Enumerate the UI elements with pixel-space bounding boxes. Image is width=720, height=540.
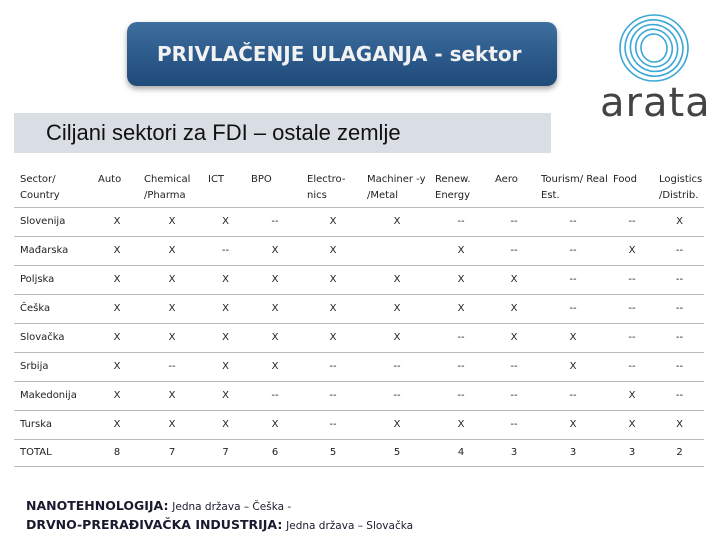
table-cell: X	[363, 294, 431, 323]
footer-line-1	[26, 497, 413, 516]
table-cell: X	[247, 410, 303, 439]
table-cell: --	[363, 381, 431, 410]
table-cell: --	[609, 294, 655, 323]
table-header-cell: Machiner -y /Metal	[363, 160, 431, 207]
table-row	[14, 410, 704, 439]
table-row	[14, 323, 704, 352]
table-cell: X	[204, 294, 247, 323]
table-cell: --	[537, 294, 609, 323]
table-cell: X	[363, 410, 431, 439]
table-cell: 3	[609, 439, 655, 466]
footer-line-2-text: Jedna država – Slovačka	[286, 520, 414, 532]
table-cell: X	[609, 381, 655, 410]
logo-text: arata	[600, 80, 711, 126]
table-cell: X	[140, 410, 204, 439]
table-cell: X	[655, 410, 704, 439]
table-cell: --	[537, 236, 609, 265]
table-cell: X	[204, 381, 247, 410]
table-header-row	[14, 160, 704, 207]
table-header-cell: Chemical /Pharma	[140, 160, 204, 207]
table-cell: X	[140, 236, 204, 265]
table-header-cell: BPO	[247, 160, 303, 207]
table-cell: X	[363, 207, 431, 236]
table-cell: --	[247, 381, 303, 410]
table-cell: X	[537, 410, 609, 439]
table-cell: X	[94, 323, 140, 352]
table-cell: 7	[140, 439, 204, 466]
row-label-cell: Mađarska	[14, 236, 94, 265]
table-cell: X	[491, 294, 537, 323]
table-cell: X	[303, 323, 363, 352]
table-cell: X	[247, 352, 303, 381]
footer-line-2	[26, 516, 413, 535]
table-cell: X	[363, 323, 431, 352]
table-cell: --	[431, 381, 491, 410]
row-label-cell: Srbija	[14, 352, 94, 381]
table-cell: --	[609, 323, 655, 352]
table-cell: X	[140, 207, 204, 236]
table-cell: X	[247, 265, 303, 294]
table-cell: --	[491, 381, 537, 410]
table-row	[14, 381, 704, 410]
table-cell: X	[94, 352, 140, 381]
table-cell: --	[431, 323, 491, 352]
table-cell: X	[303, 236, 363, 265]
table-cell: --	[303, 381, 363, 410]
table-cell: --	[363, 352, 431, 381]
table-header-cell: Food	[609, 160, 655, 207]
table-header-cell: Renew. Energy	[431, 160, 491, 207]
table-cell: X	[363, 265, 431, 294]
table-row	[14, 352, 704, 381]
table-cell: --	[537, 207, 609, 236]
footer-note	[26, 497, 413, 535]
table-cell: X	[537, 352, 609, 381]
table-cell: --	[609, 352, 655, 381]
table-cell: X	[94, 381, 140, 410]
table-header-cell: Auto	[94, 160, 140, 207]
table-cell: 8	[94, 439, 140, 466]
table-cell: --	[655, 294, 704, 323]
table-cell: 6	[247, 439, 303, 466]
table-header-cell: Sector/ Country	[14, 160, 94, 207]
table-cell: --	[655, 381, 704, 410]
table-total-row	[14, 439, 704, 466]
table-cell: X	[247, 294, 303, 323]
table-cell: X	[431, 294, 491, 323]
table-cell: --	[431, 352, 491, 381]
sector-table	[14, 160, 704, 467]
row-label-cell: Slovačka	[14, 323, 94, 352]
logo-rings-icon	[596, 8, 706, 88]
footer-line-1-text: Jedna država – Češka -	[172, 501, 292, 513]
table-cell: --	[537, 265, 609, 294]
table-cell: X	[94, 236, 140, 265]
row-label-cell: TOTAL	[14, 439, 94, 466]
table-cell: --	[491, 410, 537, 439]
table-header-cell: Electro- nics	[303, 160, 363, 207]
table-cell: X	[140, 381, 204, 410]
table-cell: --	[537, 381, 609, 410]
arata-logo	[596, 8, 711, 126]
banner-title: PRIVLAČENJE ULAGANJA - sektor	[157, 42, 522, 66]
table-cell: --	[303, 352, 363, 381]
table-cell: X	[204, 207, 247, 236]
row-label-cell: Slovenija	[14, 207, 94, 236]
table-cell: 5	[363, 439, 431, 466]
table-cell: X	[204, 265, 247, 294]
table-cell: --	[655, 236, 704, 265]
table-cell: X	[655, 207, 704, 236]
table-row	[14, 294, 704, 323]
table-cell: X	[303, 207, 363, 236]
row-label-cell: Poljska	[14, 265, 94, 294]
table-header-cell: Logistics /Distrib.	[655, 160, 704, 207]
table-cell: --	[655, 323, 704, 352]
table-cell: X	[609, 410, 655, 439]
table-cell: X	[140, 294, 204, 323]
table-row	[14, 265, 704, 294]
table-cell: X	[140, 323, 204, 352]
table-cell: X	[94, 207, 140, 236]
table-cell: X	[431, 236, 491, 265]
table-row	[14, 207, 704, 236]
subtitle-bar	[14, 113, 551, 153]
table-cell	[363, 236, 431, 265]
table-row	[14, 236, 704, 265]
table-cell: X	[491, 323, 537, 352]
row-label-cell: Češka	[14, 294, 94, 323]
table-cell: X	[94, 265, 140, 294]
table-cell: 7	[204, 439, 247, 466]
table-cell: X	[140, 265, 204, 294]
table-cell: 3	[491, 439, 537, 466]
table-cell: X	[204, 323, 247, 352]
table-cell: 2	[655, 439, 704, 466]
table-cell: X	[537, 323, 609, 352]
table-cell: X	[247, 323, 303, 352]
table-body	[14, 207, 704, 466]
table-cell: X	[431, 265, 491, 294]
table-cell: X	[94, 410, 140, 439]
table-cell: 5	[303, 439, 363, 466]
table-cell: --	[204, 236, 247, 265]
table-cell: --	[609, 265, 655, 294]
table-cell: X	[491, 265, 537, 294]
table-cell: --	[655, 265, 704, 294]
table-cell: --	[491, 352, 537, 381]
table-cell: --	[609, 207, 655, 236]
table-cell: X	[204, 410, 247, 439]
table-cell: X	[303, 265, 363, 294]
footer-line-1-bold: NANOTEHNOLOGIJA:	[26, 498, 169, 513]
footer-line-2-bold: DRVNO-PRERAĐIVAČKA INDUSTRIJA:	[26, 517, 283, 532]
table-cell: X	[431, 410, 491, 439]
row-label-cell: Makedonija	[14, 381, 94, 410]
table-cell: --	[140, 352, 204, 381]
row-label-cell: Turska	[14, 410, 94, 439]
table-header-cell: ICT	[204, 160, 247, 207]
table-cell: --	[491, 207, 537, 236]
table-cell: --	[431, 207, 491, 236]
table-cell: 3	[537, 439, 609, 466]
table-header-cell: Aero	[491, 160, 537, 207]
title-banner	[127, 22, 557, 86]
subtitle-text: Ciljani sektori za FDI – ostale zemlje	[46, 120, 401, 145]
table-cell: X	[303, 294, 363, 323]
table-cell: X	[247, 236, 303, 265]
table-cell: --	[303, 410, 363, 439]
table-cell: 4	[431, 439, 491, 466]
table-cell: --	[491, 236, 537, 265]
table-cell: X	[94, 294, 140, 323]
table-cell: --	[655, 352, 704, 381]
table-cell: X	[609, 236, 655, 265]
table-cell: X	[204, 352, 247, 381]
table-cell: --	[247, 207, 303, 236]
table-header-cell: Tourism/ Real Est.	[537, 160, 609, 207]
